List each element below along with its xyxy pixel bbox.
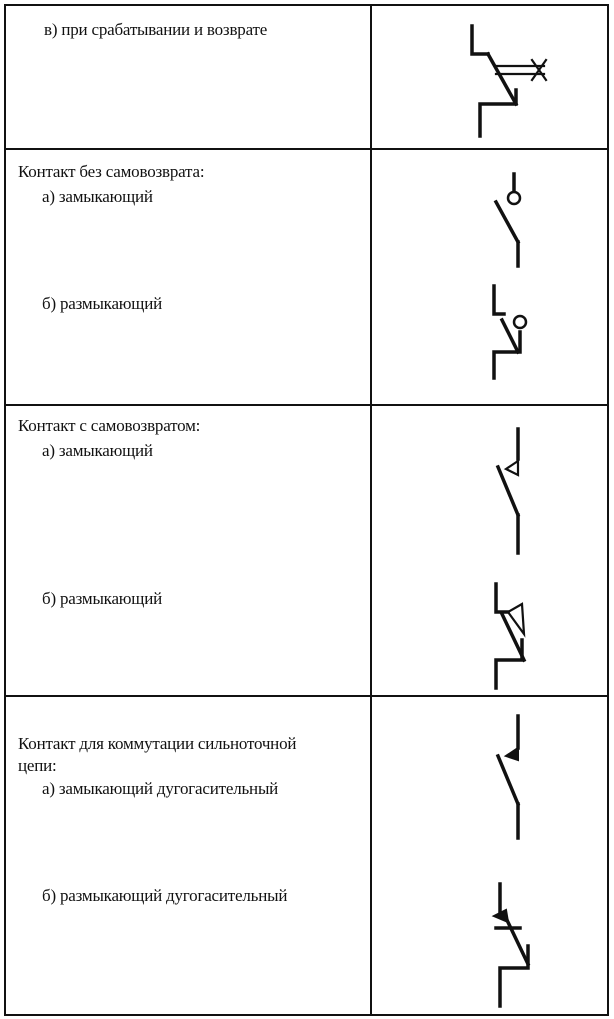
- row3-heading-line1: Контакт для коммутации сильноточной: [18, 734, 297, 753]
- row2-item-a: а) замыкающий: [42, 441, 153, 460]
- row-divider-3: [6, 695, 607, 697]
- make-contact-self-return-icon: [494, 429, 534, 557]
- row3-item-a: а) замыкающий дугогасительный: [42, 779, 279, 798]
- break-contact-arc-quenching-icon: [490, 884, 540, 1009]
- row3-heading-line2: цепи:: [18, 756, 57, 775]
- column-divider: [370, 6, 372, 1014]
- row0-text: в) при срабатывании и возврате: [44, 20, 268, 39]
- row2-item-b: б) размыкающий: [42, 589, 162, 608]
- make-contact-no-self-return-icon: [492, 174, 532, 269]
- row-divider-1: [6, 148, 607, 150]
- make-contact-arc-quenching-icon: [494, 716, 534, 841]
- row1-item-b: б) размыкающий: [42, 294, 162, 313]
- symbols-table: [4, 4, 609, 1016]
- break-contact-delayed-both-icon: [466, 26, 556, 136]
- break-contact-self-return-icon: [488, 584, 538, 690]
- row-divider-2: [6, 404, 607, 406]
- row1-heading: Контакт без самовозврата:: [18, 162, 205, 181]
- row3-item-b: б) размыкающий дугогасительный: [42, 886, 288, 905]
- row2-heading: Контакт с самовозвратом:: [18, 416, 201, 435]
- row1-item-a: а) замыкающий: [42, 187, 153, 206]
- break-contact-no-self-return-icon: [488, 286, 538, 381]
